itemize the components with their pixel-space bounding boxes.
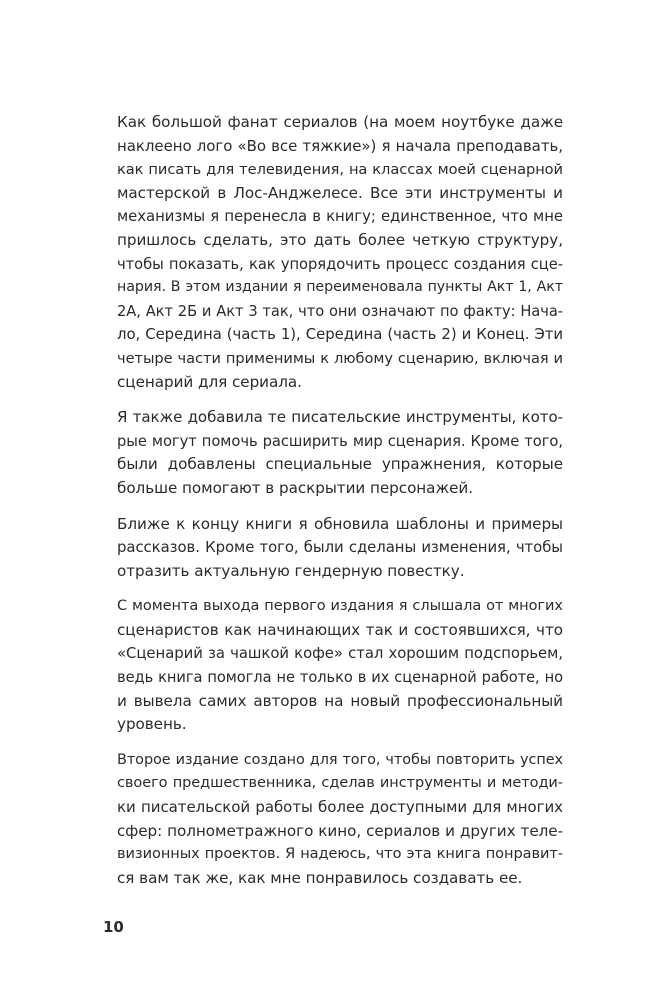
text-line: Как большой фанат сериалов (на моем ноутбуке даже [117,113,563,131]
paragraph-3 [117,513,563,584]
text-line: Второе издание создано для того, чтобы повторить успех [117,751,563,768]
text-line: «Сценарий за чашкой кофе» стал хорошим подспорьем, [117,644,563,663]
text-line: мастерской в Лос-Анджелесе. Все эти инструменты и [117,183,563,202]
text-line: сценаристов как начинающих так и состоявшихся, что [117,620,563,639]
text-line: ло, Середина (часть 1), Середина (часть 2) и Конец. Эти [117,325,563,344]
paragraph-4 [117,595,563,737]
text-line: сфер: полнометражного кино, сериалов и других теле- [117,821,563,840]
text-line: нария. В этом издании я переименовала пункты Акт 1, Акт [117,279,563,296]
text-line: четыре части применимы к любому сценарию, включая и [117,349,563,367]
text-line: наклеено лого «Во все тяжкие») я начала преподавать, [117,136,563,155]
text-line: и вывела самих авторов на новый профессиональный [117,691,563,710]
text-line: чтобы показать, как упорядочить процесс создания сце- [117,255,563,273]
text-line: уровень. [117,715,187,734]
text-line: были добавлены специальные упражнения, которые [117,455,563,474]
paragraph-2 [117,406,563,500]
text-line: Я также добавила те писательские инструменты, кото- [117,408,563,427]
page-number: 10 [103,918,124,936]
text-line: сценарий для сериала. [117,372,302,391]
text-line: визионных проектов. Я надеюсь, что эта книга понравит- [117,846,563,863]
text-line: рые могут помочь расширить мир сценария. Кроме того, [117,432,563,450]
text-line: механизмы я перенесла в книгу; единственное, что мне [117,207,563,226]
text-line: С момента выхода первого издания я слышала от многих [117,598,563,615]
text-line: рассказов. Кроме того, были сделаны изменения, чтобы [117,538,563,557]
text-line: 2А, Акт 2Б и Акт 3 так, что они означают по факту: Нача- [117,302,563,320]
body-text [117,111,563,902]
text-line: пришлось сделать, это дать более четкую структуру, [117,230,563,249]
text-line: своего предшественника, сделав инструменты и методи- [117,775,563,792]
paragraph-1 [117,111,563,394]
text-line: Ближе к концу книги я обновила шаблоны и примеры [117,514,563,533]
text-line: больше помогают в раскрытии персонажей. [117,478,473,497]
text-line: ки писательской работы более доступными для многих [117,798,563,817]
text-line: отразить актуальную гендерную повестку. [117,561,465,580]
text-line: ся вам так же, как мне понравилось создавать ее. [117,868,523,887]
text-line: как писать для телевидения, на классах моей сценарной [117,161,563,179]
text-line: ведь книга помогла не только в их сценарной работе, но [117,669,563,687]
paragraph-5 [117,749,563,891]
